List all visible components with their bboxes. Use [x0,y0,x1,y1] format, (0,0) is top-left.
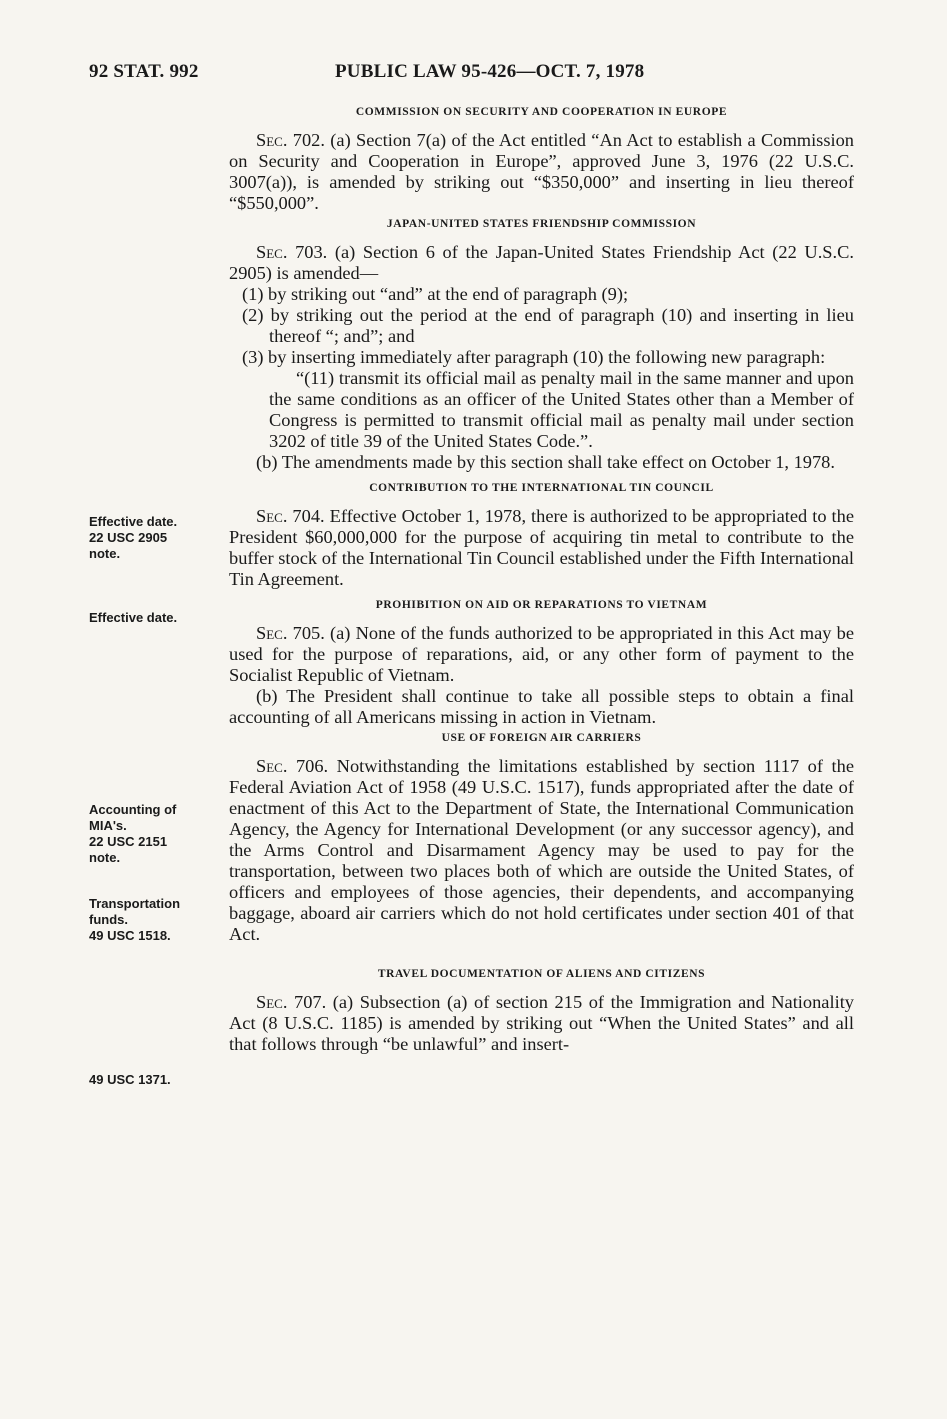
margin-note-accounting-mias [89,802,219,866]
margin-note-line: note. [89,850,121,865]
sec-label: Sec. [256,623,288,643]
section-heading-702: COMMISSION ON SECURITY AND COOPERATION IN EUROPE [355,106,728,118]
section-heading-707: TRAVEL DOCUMENTATION OF ALIENS AND CITIZENS [377,968,706,980]
section-heading-706: USE OF FOREIGN AIR CARRIERS [441,732,642,744]
section-704-text [229,506,854,590]
section-707-body: 707. (a) Subsection (a) of section 215 of the Immigration and Nationality Act (8 U.S.C. 1185) is amended by striking out “When the United States” and all that follows through “be unlawful” and insert- [229,992,854,1054]
section-702-text [229,130,854,214]
margin-note-usc-1371 [89,1072,219,1088]
margin-note-line: 49 USC 1371. [89,1072,171,1087]
section-703-item-1: (1) by striking out “and” at the end of paragraph (9); [242,284,629,304]
margin-note-transportation-funds [89,896,219,944]
sec-label: Sec. [256,756,288,776]
margin-note-effective-date-704 [89,610,219,626]
section-703-intro-body: 703. (a) Section 6 of the Japan-United States Friendship Act (22 U.S.C. 2905) is amended— [229,242,854,283]
section-703-item-2: (2) by striking out the period at the end of paragraph (10) and inserting in lieu thereof “; and”; and [242,305,854,346]
stat-reference: 92 STAT. 992 [89,61,199,82]
margin-note-line: 22 USC 2151 [89,834,168,849]
section-705-subsection-a [229,623,854,686]
margin-note-line: Effective date. [89,610,178,625]
section-705-subsection-b: (b) The President shall continue to take all possible steps to obtain a final accounting of all Americans missing in action in Vietnam. [229,686,854,727]
margin-note-line: Accounting of [89,802,177,817]
section-706-body: 706. Notwithstanding the limitations established by section 1117 of the Federal Aviation Act of 1958 (49 U.S.C. 1517), funds appropriated after the date of enactment of this Act to the Department of State, the International Communication Agency, the Agency for International Development (or any successor agency), and the Arms Control and Disarmament Agency may be used to pay for the transportation, between two places both of which are outside the United States, of officers and employees of those agencies, their dependents, and accompanying baggage, aboard air carriers which do not hold certificates under section 401 of that Act. [229,756,854,944]
margin-note-line: funds. [89,912,128,927]
margin-note-line: Transportation [89,896,181,911]
sec-label: Sec. [256,506,288,526]
section-702-body: 702. (a) Section 7(a) of the Act entitled “An Act to establish a Commission on Security and Cooperation in Europe”, approved June 3, 1976 (22 U.S.C. 3007(a)), is amended by striking out “$350,000” and inserting in lieu thereof “$550,000”. [229,130,854,213]
sec-label: Sec. [256,242,288,262]
margin-note-line: 49 USC 1518. [89,928,171,943]
sec-label: Sec. [256,992,288,1012]
section-705-body-a: 705. (a) None of the funds authorized to be appropriated in this Act may be used for the purpose of reparations, aid, or any other form of payment to the Socialist Republic of Vietnam. [229,623,854,685]
section-703-quote: “(11) transmit its official mail as penalty mail in the same manner and upon the same conditions as an officer of the United States other than a Member of Congress is permitted to transmit official mail as penalty mail under section 3202 of title 39 of the United States Code.”. [269,368,854,451]
section-703-subsection-b: (b) The amendments made by this section shall take effect on October 1, 1978. [256,452,835,472]
margin-note-line: 22 USC 2905 [89,530,168,545]
document-body [229,106,854,1055]
section-heading-703: JAPAN-UNITED STATES FRIENDSHIP COMMISSION [386,218,697,230]
section-704-body: 704. Effective October 1, 1978, there is authorized to be appropriated to the President $60,000,000 for the purpose of acquiring tin metal to contribute to the buffer stock of the International Tin Council established under the Fifth International Tin Agreement. [229,506,854,589]
margin-note-line: Effective date. [89,514,178,529]
section-703-intro [229,242,854,284]
section-703-item-3: (3) by inserting immediately after paragraph (10) the following new paragraph: [242,347,826,367]
margin-note-effective-date-703 [89,514,219,562]
law-title: PUBLIC LAW 95-426—OCT. 7, 1978 [335,61,645,82]
sec-label: Sec. [256,130,288,150]
section-heading-704: CONTRIBUTION TO THE INTERNATIONAL TIN COUNCIL [369,482,714,494]
section-707-text [229,992,854,1055]
margin-note-line: MIA's. [89,818,127,833]
section-heading-705: PROHIBITION ON AID OR REPARATIONS TO VIETNAM [375,599,708,611]
section-706-text [229,756,854,945]
margin-note-line: note. [89,546,121,561]
